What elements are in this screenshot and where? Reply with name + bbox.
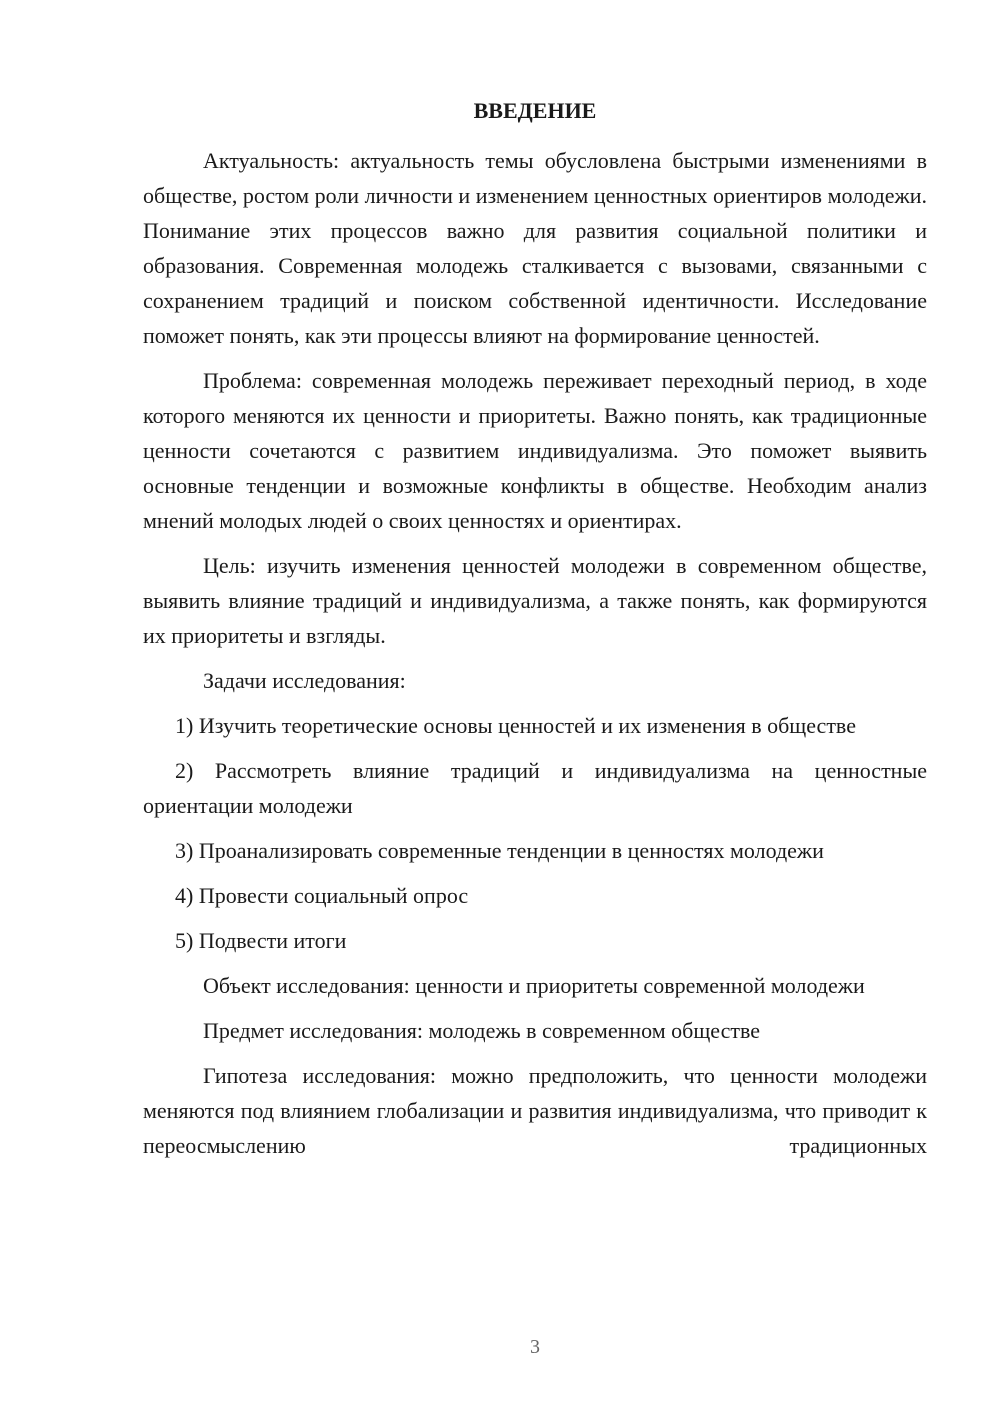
paragraph-problem: Проблема: современная молодежь переживает переходный период, в ходе которого меняются их ценности и приоритеты. Важно понять, как традиционные ценности сочетаются с развитием индивидуализма. Это поможет выявить основные тенденции и возможные конфликты в обществе. Необходим анализ мнений молодых людей о своих ценностях и ориентирах. — [143, 368, 927, 533]
task-item-3: 3) Проанализировать современные тенденции в ценностях молодежи — [175, 838, 824, 863]
paragraph-tasks-heading: Задачи исследования: — [203, 668, 406, 693]
section-title: ВВЕДЕНИЕ — [473, 98, 597, 123]
task-item-1: 1) Изучить теоретические основы ценностей и их изменения в обществе — [175, 713, 856, 738]
task-item-2: 2) Рассмотреть влияние традиций и индивидуализма на ценностные ориентации молодежи — [143, 758, 927, 818]
document-body — [143, 143, 927, 1163]
task-item-5: 5) Подвести итоги — [175, 928, 347, 953]
document-page — [143, 0, 927, 1414]
paragraph-subject: Предмет исследования: молодежь в современном обществе — [203, 1018, 761, 1043]
task-item-4: 4) Провести социальный опрос — [175, 883, 469, 908]
paragraph-goal: Цель: изучить изменения ценностей молодежи в современном обществе, выявить влияние традиций и индивидуализма, а также понять, как формируются их приоритеты и взгляды. — [143, 553, 927, 648]
paragraph-object: Объект исследования: ценности и приоритеты современной молодежи — [203, 973, 865, 998]
paragraph-hypothesis: Гипотеза исследования: можно предположить, что ценности молодежи меняются под влиянием глобализации и развития индивидуализма, что приводит к переосмыслению традиционных — [143, 1063, 927, 1158]
page-number: 3 — [530, 1336, 540, 1358]
paragraph-relevance: Актуальность: актуальность темы обусловлена быстрыми изменениями в обществе, ростом роли личности и изменением ценностных ориентиров молодежи. Понимание этих процессов важно для развития социальной политики и образования. Современная молодежь сталкивается с вызовами, связанными с сохранением традиций и поиском собственной идентичности. Исследование поможет понять, как эти процессы влияют на формирование ценностей. — [143, 148, 927, 348]
